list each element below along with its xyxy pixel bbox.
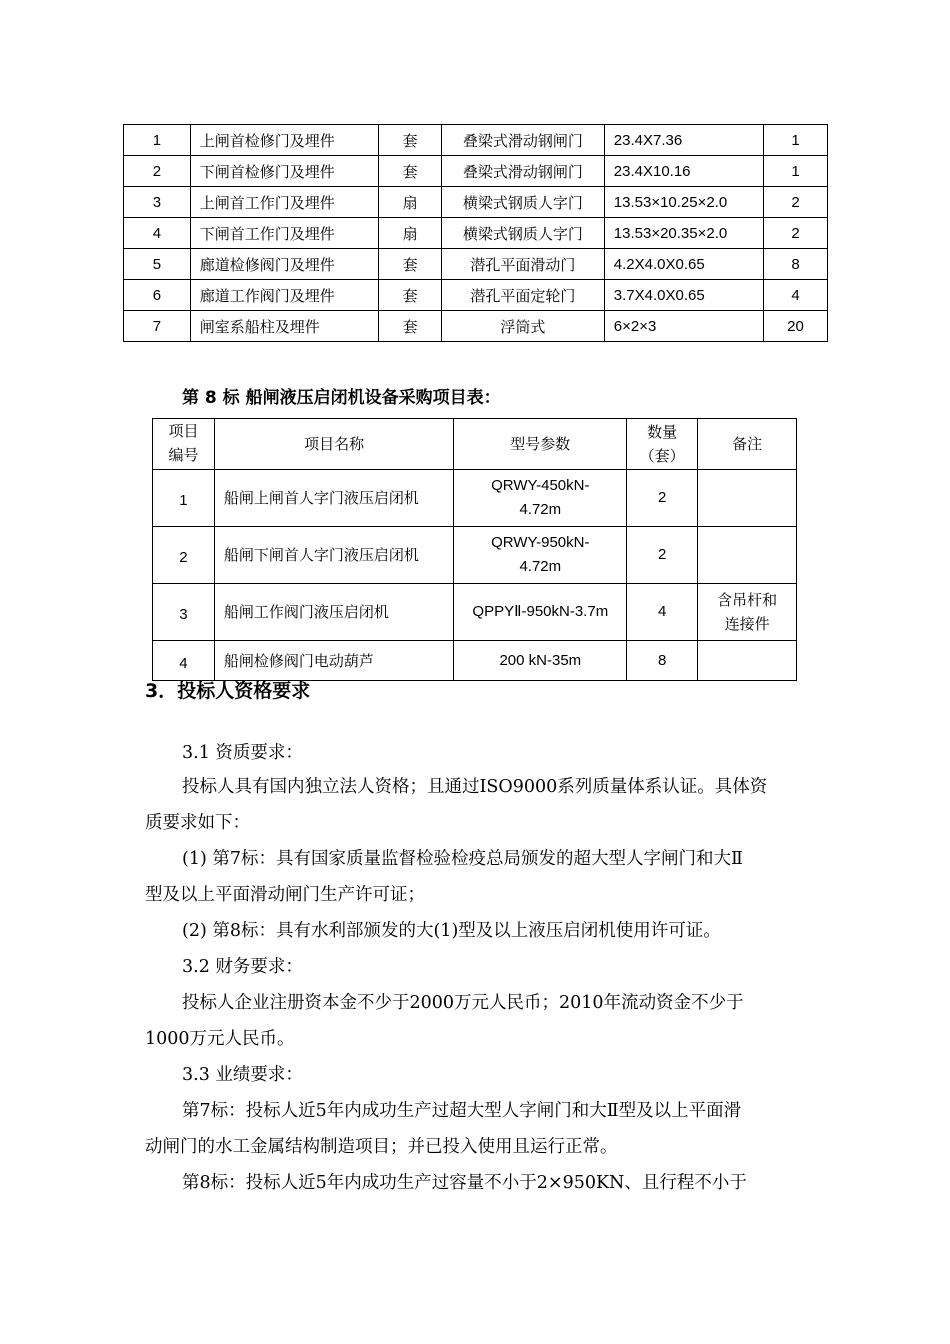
paragraph-qualification-heading <box>145 735 815 771</box>
row-number-cell: 3 <box>124 187 191 218</box>
item-number-cell: 2 <box>153 527 215 584</box>
dimensions-cell: 23.4X10.16 <box>604 156 763 187</box>
quantity-cell: 8 <box>763 249 827 280</box>
header-item-number <box>153 419 215 470</box>
paragraph-line: 投标人具有国内独立法人资格；且通过ISO9000系列质量体系认证。具体资 <box>182 777 768 797</box>
gate-type-cell: 横梁式钢质人字门 <box>442 187 605 218</box>
table-row <box>153 584 797 641</box>
gate-type-cell: 潜孔平面定轮门 <box>442 280 605 311</box>
model-line: 4.72m <box>519 558 562 575</box>
section-heading: 3．投标人资格要求 <box>145 680 311 702</box>
quantity-cell: 20 <box>763 311 827 342</box>
model-line: QPPYⅡ-950kN-3.7m <box>472 603 609 620</box>
note-cell <box>698 470 797 527</box>
gate-type-cell: 潜孔平面滑动门 <box>442 249 605 280</box>
quantity-cell: 4 <box>627 584 698 641</box>
model-cell <box>454 584 627 641</box>
model-cell <box>454 641 627 681</box>
header-quantity-line1: 数量 <box>647 423 678 441</box>
item-name-cell: 廊道检修阀门及埋件 <box>190 249 378 280</box>
paragraph-performance-heading <box>145 1057 815 1093</box>
table-row <box>153 527 797 584</box>
hydraulic-hoist-table-8 <box>152 418 797 681</box>
header-note: 备注 <box>698 419 797 470</box>
model-line: 200 kN-35m <box>499 651 582 669</box>
table-row <box>124 187 828 218</box>
note-cell <box>698 527 797 584</box>
model-line: QRWY-950kN- <box>491 534 590 551</box>
header-quantity-line2: （套） <box>639 447 685 465</box>
paragraph-line: 3.2 财务要求： <box>182 957 303 977</box>
row-number-cell: 4 <box>124 218 191 249</box>
note-line: 含吊杆和 <box>717 591 778 609</box>
paragraph-line: 质要求如下： <box>145 813 250 833</box>
equipment-table-7-body <box>124 125 828 342</box>
note-line: 连接件 <box>724 615 770 633</box>
item-name-cell: 下闸首工作门及埋件 <box>190 218 378 249</box>
item-number-cell: 4 <box>153 641 215 681</box>
table-8-title: 第 8 标 船闸液压启闭机设备采购项目表： <box>182 388 501 408</box>
note-cell <box>698 584 797 641</box>
item-name-cell: 上闸首检修门及埋件 <box>190 125 378 156</box>
unit-cell: 套 <box>379 156 442 187</box>
quantity-cell: 1 <box>763 156 827 187</box>
paragraph-qualification <box>145 769 815 841</box>
paragraph-line: 动闸门的水工金属结构制造项目；并已投入使用且运行正常。 <box>145 1137 618 1157</box>
dimensions-cell: 13.53×10.25×2.0 <box>604 187 763 218</box>
item-name-cell: 船闸工作阀门液压启闭机 <box>214 584 454 641</box>
item-name-cell: 上闸首工作门及埋件 <box>190 187 378 218</box>
paragraph-line: 型及以上平面滑动闸门生产许可证； <box>145 885 425 905</box>
header-model: 型号参数 <box>454 419 627 470</box>
quantity-cell: 2 <box>627 527 698 584</box>
dimensions-cell: 23.4X7.36 <box>604 125 763 156</box>
quantity-cell: 2 <box>763 218 827 249</box>
paragraph-lot8-performance <box>145 1165 815 1201</box>
item-number-cell: 1 <box>153 470 215 527</box>
gate-type-cell: 叠梁式滑动钢闸门 <box>442 156 605 187</box>
table-row <box>124 156 828 187</box>
table-header-row <box>153 419 797 470</box>
paragraph-line: (1) 第7标：具有国家质量监督检验检疫总局颁发的超大型人字闸门和大Ⅱ <box>182 849 743 869</box>
unit-cell: 扇 <box>379 187 442 218</box>
header-quantity <box>627 419 698 470</box>
gate-type-cell: 浮筒式 <box>442 311 605 342</box>
paragraph-line: 3.1 资质要求： <box>182 743 303 763</box>
unit-cell: 扇 <box>379 218 442 249</box>
table-row <box>153 641 797 681</box>
paragraph-line: (2) 第8标：具有水利部颁发的大(1)型及以上液压启闭机使用许可证。 <box>182 921 721 941</box>
gate-type-cell: 横梁式钢质人字门 <box>442 218 605 249</box>
paragraph-line: 3.3 业绩要求： <box>182 1065 303 1085</box>
quantity-cell: 4 <box>763 280 827 311</box>
dimensions-cell: 6×2×3 <box>604 311 763 342</box>
row-number-cell: 2 <box>124 156 191 187</box>
table-row <box>124 249 828 280</box>
table-row <box>124 280 828 311</box>
quantity-cell: 2 <box>627 470 698 527</box>
dimensions-cell: 4.2X4.0X0.65 <box>604 249 763 280</box>
item-number-cell: 3 <box>153 584 215 641</box>
item-name-cell: 船闸下闸首人字门液压启闭机 <box>214 527 454 584</box>
row-number-cell: 5 <box>124 249 191 280</box>
quantity-cell: 1 <box>763 125 827 156</box>
table-row <box>124 125 828 156</box>
item-name-cell: 船闸检修阀门电动葫芦 <box>214 641 454 681</box>
unit-cell: 套 <box>379 311 442 342</box>
paragraph-line: 投标人企业注册资本金不少于2000万元人民币；2010年流动资金不少于 <box>182 993 744 1013</box>
model-cell <box>454 527 627 584</box>
table-row <box>153 470 797 527</box>
equipment-table-7 <box>123 124 828 342</box>
dimensions-cell: 13.53×20.35×2.0 <box>604 218 763 249</box>
table-row <box>124 218 828 249</box>
header-item-name: 项目名称 <box>214 419 454 470</box>
quantity-cell: 8 <box>627 641 698 681</box>
row-number-cell: 6 <box>124 280 191 311</box>
paragraph-line: 第8标：投标人近5年内成功生产过容量不小于2×950KN、且行程不小于 <box>182 1173 747 1193</box>
paragraph-finance-heading <box>145 949 815 985</box>
row-number-cell: 1 <box>124 125 191 156</box>
item-name-cell: 下闸首检修门及埋件 <box>190 156 378 187</box>
paragraph-line: 1000万元人民币。 <box>145 1029 295 1049</box>
paragraph-lot8-license <box>145 913 815 949</box>
dimensions-cell: 3.7X4.0X0.65 <box>604 280 763 311</box>
unit-cell: 套 <box>379 280 442 311</box>
model-cell <box>454 470 627 527</box>
note-cell <box>698 641 797 681</box>
gate-type-cell: 叠梁式滑动钢闸门 <box>442 125 605 156</box>
paragraph-finance <box>145 985 815 1057</box>
table-row <box>124 311 828 342</box>
hydraulic-hoist-table-8-body <box>153 470 797 681</box>
paragraph-lot7-license <box>145 841 815 913</box>
item-name-cell: 闸室系船柱及埋件 <box>190 311 378 342</box>
model-line: QRWY-450kN- <box>491 477 590 494</box>
paragraph-lot7-performance <box>145 1093 815 1165</box>
quantity-cell: 2 <box>763 187 827 218</box>
header-item-number-line2: 编号 <box>168 447 199 464</box>
model-line: 4.72m <box>519 501 562 518</box>
unit-cell: 套 <box>379 249 442 280</box>
unit-cell: 套 <box>379 125 442 156</box>
item-name-cell: 廊道工作阀门及埋件 <box>190 280 378 311</box>
row-number-cell: 7 <box>124 311 191 342</box>
item-name-cell: 船闸上闸首人字门液压启闭机 <box>214 470 454 527</box>
header-item-number-line1: 项目 <box>168 423 199 440</box>
paragraph-line: 第7标：投标人近5年内成功生产过超大型人字闸门和大Ⅱ型及以上平面滑 <box>182 1101 742 1121</box>
